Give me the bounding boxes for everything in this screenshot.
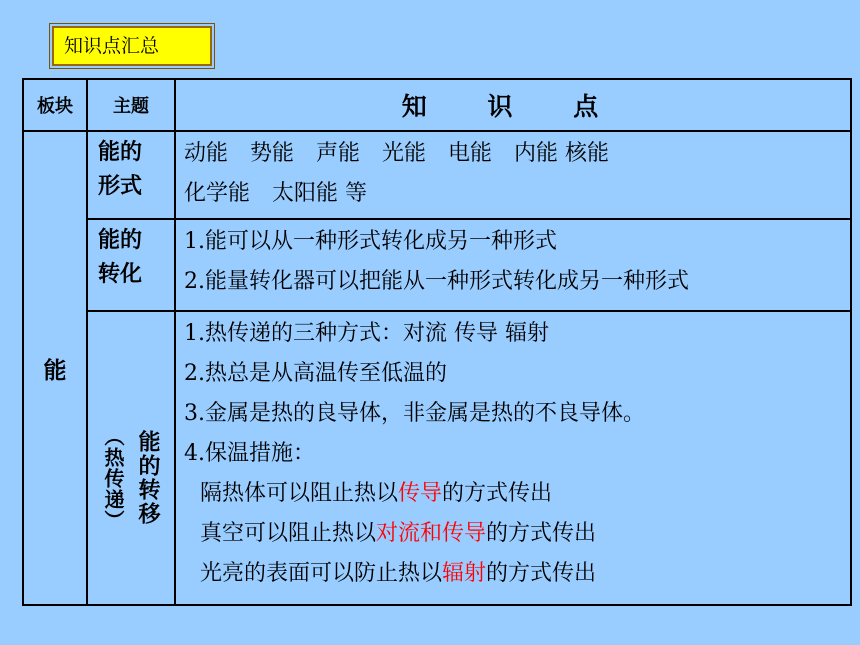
- content-energy-forms: [175, 131, 851, 219]
- topic-main-energy-transfer: 能的转移: [135, 430, 160, 526]
- measure-text: 光亮的表面可以防止热以: [200, 561, 443, 586]
- measure-highlight: 对流和传导: [376, 521, 487, 546]
- content-line: 4.保温措施：: [184, 441, 315, 466]
- topic-line: 能的: [98, 228, 143, 253]
- summary-title: 知识点汇总: [52, 26, 212, 66]
- measure-highlight: 传导: [398, 481, 443, 506]
- row-energy-forms: [23, 131, 851, 219]
- measure-text: 隔热体可以阻止热以: [200, 481, 399, 506]
- topic-line: 能的: [98, 140, 143, 165]
- measure-text: 的方式传出: [486, 521, 597, 546]
- row-energy-conversion: [23, 219, 851, 311]
- header-knowledge: 知 识 点: [175, 79, 851, 131]
- content-energy-transfer: [175, 311, 851, 605]
- measure-text: 真空可以阻止热以: [200, 521, 377, 546]
- content-energy-conversion: [175, 219, 851, 311]
- measure-text: 的方式传出: [442, 481, 553, 506]
- content-line: 3.金属是热的良导体，非金属是热的不良导体。: [184, 401, 645, 426]
- topic-line: 形式: [98, 174, 143, 199]
- measure-text: 的方式传出: [486, 561, 597, 586]
- measure-highlight: 辐射: [442, 561, 487, 586]
- header-topic: 主题: [87, 79, 175, 131]
- content-line: 1.能可以从一种形式转化成另一种形式: [184, 229, 557, 254]
- topic-energy-conversion: [87, 219, 175, 311]
- topic-sub-heat-transfer: （热传递）: [101, 425, 125, 531]
- row-energy-transfer: [23, 311, 851, 605]
- content-line: 2.能量转化器可以把能从一种形式转化成另一种形式: [184, 269, 689, 294]
- measure-line: [184, 474, 850, 514]
- section-energy: 能: [23, 131, 87, 605]
- topic-energy-forms: [87, 131, 175, 219]
- header-section: 板块: [23, 79, 87, 131]
- measure-line: [184, 554, 850, 594]
- content-line: 化学能 太阳能 等: [184, 181, 367, 206]
- topic-energy-transfer: [87, 311, 175, 605]
- header-row: [23, 79, 851, 131]
- content-line: 动能 势能 声能 光能 电能 内能 核能: [184, 141, 609, 166]
- content-line: 1.热传递的三种方式：对流 传导 辐射: [184, 321, 549, 346]
- knowledge-table: [22, 78, 852, 606]
- topic-line: 转化: [98, 262, 143, 287]
- content-line: 2.热总是从高温传至低温的: [184, 361, 447, 386]
- measure-line: [184, 514, 850, 554]
